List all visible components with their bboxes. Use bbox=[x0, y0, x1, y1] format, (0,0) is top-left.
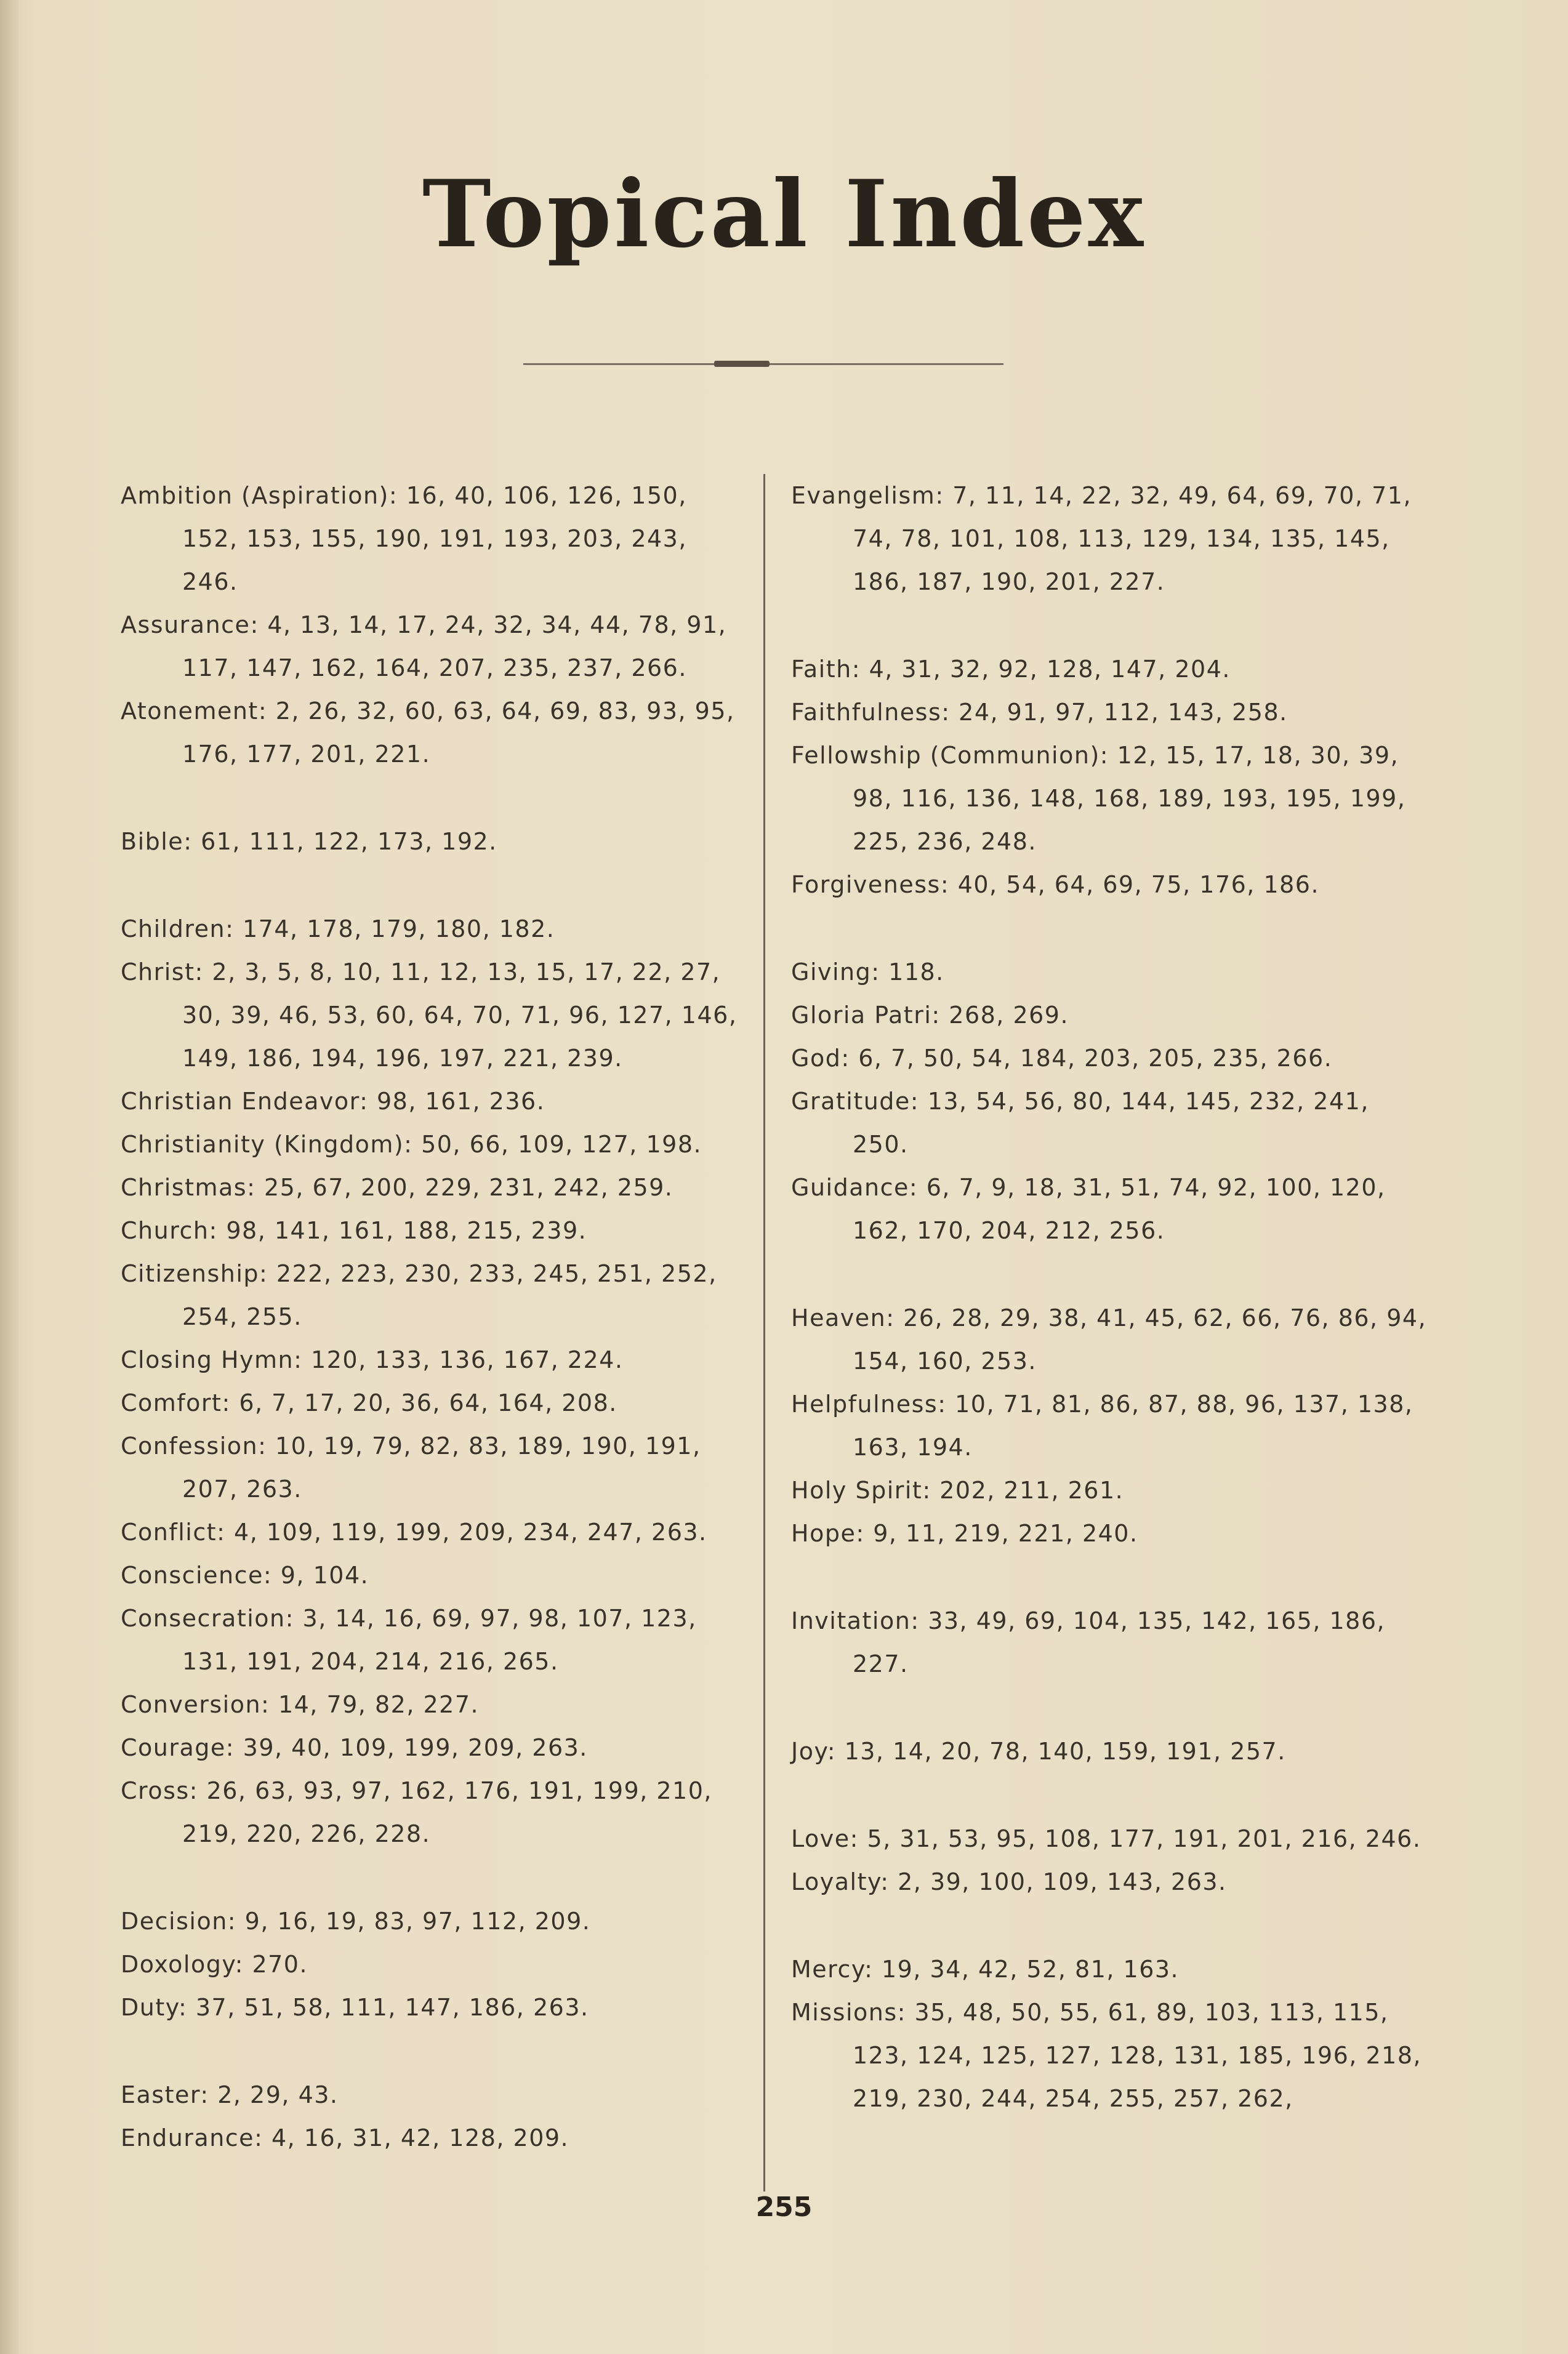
index-entry: Consecration: 3, 14, 16, 69, 97, 98, 107, 123, 131, 191, 204, 214, 216, 265. bbox=[121, 1605, 697, 1675]
index-entry: Cross: 26, 63, 93, 97, 162, 176, 191, 199, 210, 219, 220, 226, 228. bbox=[121, 1777, 712, 1847]
index-entry: Gloria Patri: 268, 269. bbox=[791, 1002, 1069, 1029]
index-entry: Christ: 2, 3, 5, 8, 10, 11, 12, 13, 15, 17, 22, 27, 30, 39, 46, 53, 60, 64, 70, 71, 96, 127, 146, 149, 186, 194, 196, 197, 221, 239. bbox=[121, 958, 738, 1072]
title-rule-ornament bbox=[714, 361, 770, 367]
index-entry: Loyalty: 2, 39, 100, 109, 143, 263. bbox=[791, 1868, 1227, 1895]
index-entry: Christian Endeavor: 98, 161, 236. bbox=[121, 1088, 545, 1115]
index-entry: Missions: 35, 48, 50, 55, 61, 89, 103, 113, 115, 123, 124, 125, 127, 128, 131, 185, 196, 218, 219, 230, 244, 254, 255, 257, 262, bbox=[791, 1999, 1422, 2112]
index-entry: God: 6, 7, 50, 54, 184, 203, 205, 235, 266. bbox=[791, 1045, 1333, 1072]
index-entry: Forgiveness: 40, 54, 64, 69, 75, 176, 186. bbox=[791, 871, 1320, 898]
index-entry: Duty: 37, 51, 58, 111, 147, 186, 263. bbox=[121, 1994, 589, 2021]
index-entry: Ambition (Aspiration): 16, 40, 106, 126, 150, 152, 153, 155, 190, 191, 193, 203, 243, 246. bbox=[121, 482, 687, 595]
index-entry: Comfort: 6, 7, 17, 20, 36, 64, 164, 208. bbox=[121, 1389, 617, 1416]
index-entry: Faithfulness: 24, 91, 97, 112, 143, 258. bbox=[791, 699, 1288, 726]
index-entry: Christianity (Kingdom): 50, 66, 109, 127, 198. bbox=[121, 1131, 702, 1158]
index-entry: Conscience: 9, 104. bbox=[121, 1562, 369, 1589]
index-entry: Endurance: 4, 16, 31, 42, 128, 209. bbox=[121, 2124, 569, 2151]
index-entry: Confession: 10, 19, 79, 82, 83, 189, 190, 191, 207, 263. bbox=[121, 1432, 701, 1503]
index-entry: Hope: 9, 11, 219, 221, 240. bbox=[791, 1520, 1138, 1547]
page-binding-edge bbox=[0, 0, 18, 2354]
left-column bbox=[121, 474, 746, 2159]
index-entry: Courage: 39, 40, 109, 199, 209, 263. bbox=[121, 1734, 588, 1761]
index-entry: Love: 5, 31, 53, 95, 108, 177, 191, 201, 216, 246. bbox=[791, 1825, 1421, 1852]
index-entry: Closing Hymn: 120, 133, 136, 167, 224. bbox=[121, 1346, 624, 1373]
page-title: Topical Index bbox=[422, 160, 1146, 268]
index-entry: Conversion: 14, 79, 82, 227. bbox=[121, 1691, 480, 1718]
index-entry: Fellowship (Communion): 12, 15, 17, 18, 30, 39, 98, 116, 136, 148, 168, 189, 193, 195, 199, 225, 236, 248. bbox=[791, 742, 1406, 855]
index-entry: Faith: 4, 31, 32, 92, 128, 147, 204. bbox=[791, 656, 1231, 683]
index-entry: Christmas: 25, 67, 200, 229, 231, 242, 259. bbox=[121, 1174, 673, 1201]
index-entry: Helpfulness: 10, 71, 81, 86, 87, 88, 96, 137, 138, 163, 194. bbox=[791, 1391, 1413, 1461]
index-entry: Giving: 118. bbox=[791, 958, 944, 986]
index-entry: Holy Spirit: 202, 211, 261. bbox=[791, 1477, 1124, 1504]
index-entry: Decision: 9, 16, 19, 83, 97, 112, 209. bbox=[121, 1908, 591, 1935]
right-column bbox=[791, 474, 1431, 2120]
index-entry: Gratitude: 13, 54, 56, 80, 144, 145, 232, 241, 250. bbox=[791, 1088, 1369, 1158]
index-entry: Atonement: 2, 26, 32, 60, 63, 64, 69, 83, 93, 95, 176, 177, 201, 221. bbox=[121, 697, 735, 768]
index-entry: Evangelism: 7, 11, 14, 22, 32, 49, 64, 69, 70, 71, 74, 78, 101, 108, 113, 129, 134, 135, 145, 186, 187, 190, 201, 227. bbox=[791, 482, 1412, 595]
index-entry: Easter: 2, 29, 43. bbox=[121, 2081, 339, 2108]
page-number: 255 bbox=[755, 2191, 813, 2223]
index-entry: Church: 98, 141, 161, 188, 215, 239. bbox=[121, 1217, 587, 1244]
index-entry: Children: 174, 178, 179, 180, 182. bbox=[121, 915, 555, 942]
index-entry: Invitation: 33, 49, 69, 104, 135, 142, 165, 186, 227. bbox=[791, 1607, 1386, 1677]
index-entry: Guidance: 6, 7, 9, 18, 31, 51, 74, 92, 100, 120, 162, 170, 204, 212, 256. bbox=[791, 1174, 1386, 1244]
index-entry: Mercy: 19, 34, 42, 52, 81, 163. bbox=[791, 1956, 1180, 1983]
index-entry: Conflict: 4, 109, 119, 199, 209, 234, 247, 263. bbox=[121, 1519, 707, 1546]
index-entry: Bible: 61, 111, 122, 173, 192. bbox=[121, 828, 497, 855]
index-entry: Assurance: 4, 13, 14, 17, 24, 32, 34, 44, 78, 91, 117, 147, 162, 164, 207, 235, 237, 266. bbox=[121, 611, 727, 681]
index-entry: Doxology: 270. bbox=[121, 1951, 308, 1978]
index-entry: Joy: 13, 14, 20, 78, 140, 159, 191, 257. bbox=[791, 1738, 1286, 1765]
index-entry: Heaven: 26, 28, 29, 38, 41, 45, 62, 66, 76, 86, 94, 154, 160, 253. bbox=[791, 1304, 1427, 1375]
column-divider bbox=[763, 474, 765, 2191]
index-entry: Citizenship: 222, 223, 230, 233, 245, 251, 252, 254, 255. bbox=[121, 1260, 717, 1330]
